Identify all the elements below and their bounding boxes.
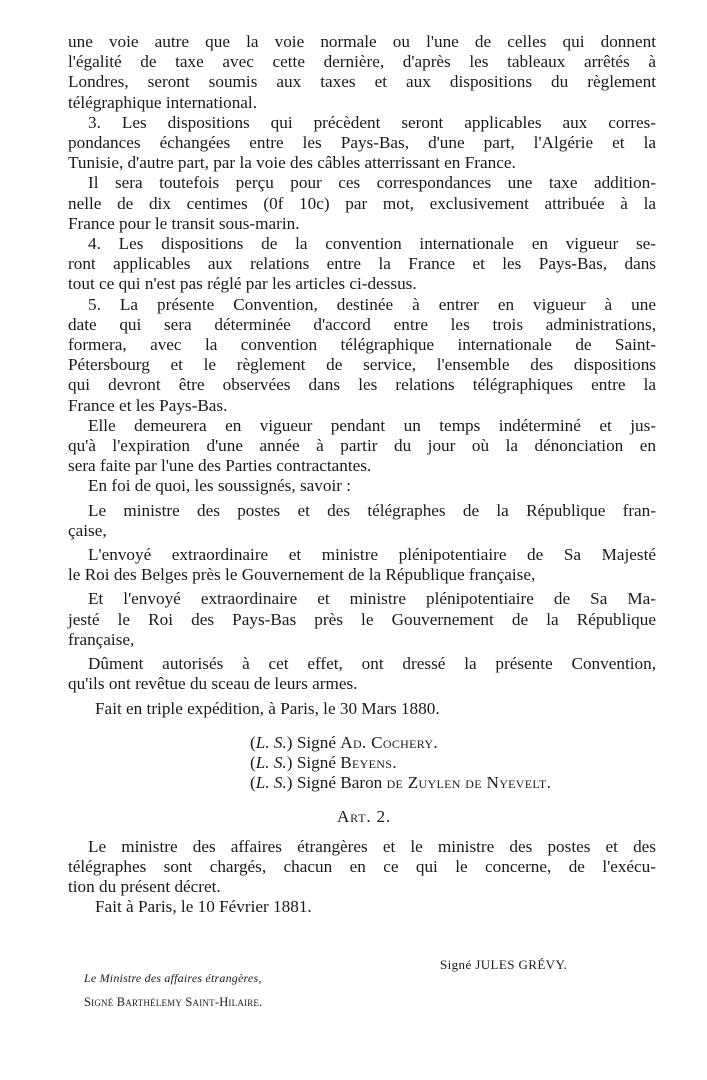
text-line: télégraphes sont chargés, chacun en ce qui le concerne, de l'exécu- bbox=[68, 856, 656, 876]
text-line: française, bbox=[68, 629, 135, 649]
text-line: France et les Pays-Bas. bbox=[68, 395, 228, 415]
text-line: 4. Les dispositions de la convention internationale en vigueur se- bbox=[88, 234, 656, 254]
text-line: tout ce qui n'est pas réglé par les articles ci-dessus. bbox=[68, 274, 417, 294]
text-line: nelle de dix centimes (0f 10c) par mot, exclusivement attribuée à la bbox=[68, 193, 656, 213]
text-line: qu'ils ont revêtue du sceau de leurs armes. bbox=[68, 674, 358, 694]
text-line: qu'à l'expiration d'une année à partir du jour où la dénonciation en bbox=[68, 436, 656, 456]
text-line: Il sera toutefois perçu pour ces correspondances une taxe addition- bbox=[88, 173, 656, 193]
minister-label: Le Ministre des affaires étrangères, bbox=[84, 971, 262, 985]
text-line: le Roi des Belges près le Gouvernement de la République française, bbox=[68, 565, 536, 585]
text-line: jesté le Roi des Pays-Bas près le Gouvernement de la République bbox=[68, 609, 656, 629]
text-line: Et l'envoyé extraordinaire et ministre plénipotentiaire de Sa Ma- bbox=[88, 589, 656, 609]
article-heading: Art. 2. bbox=[336, 807, 392, 827]
text-line: Elle demeurera en vigueur pendant un temps indéterminé et jus- bbox=[88, 415, 656, 435]
text-line: télégraphique international. bbox=[68, 92, 257, 112]
text-line: tion du présent décret. bbox=[68, 876, 221, 896]
text-line: 5. La présente Convention, destinée à entrer en vigueur à une bbox=[88, 294, 656, 314]
text-line: France pour le transit sous-marin. bbox=[68, 213, 300, 233]
text-line: Le ministre des affaires étrangères et le ministre des postes et des bbox=[88, 836, 656, 856]
text-line: Dûment autorisés à cet effet, ont dressé la présente Convention, bbox=[88, 654, 656, 674]
text-line: çaise, bbox=[68, 520, 107, 540]
signature-line: (L. S.) Signé Baron de Zuylen de Nyevelt. bbox=[250, 773, 552, 793]
decree-date: Fait à Paris, le 10 Février 1881. bbox=[95, 897, 312, 917]
signature-block bbox=[250, 733, 656, 794]
text-line: En foi de quoi, les soussignés, savoir : bbox=[88, 476, 352, 496]
text-line: une voie autre que la voie normale ou l'une de celles qui donnent bbox=[68, 32, 656, 51]
president-signature: Signé JULES GRÉVY. bbox=[440, 957, 568, 972]
text-line: Tunisie, d'autre part, par la voie des câbles atterrissant en France. bbox=[68, 153, 516, 173]
signing-date: Fait en triple expédition, à Paris, le 30 Mars 1880. bbox=[95, 698, 440, 718]
text-line: formera, avec la convention télégraphique internationale de Saint- bbox=[68, 335, 656, 355]
text-line: 3. Les dispositions qui précèdent seront applicables aux corres- bbox=[88, 112, 656, 132]
text-line: Le ministre des postes et des télégraphes de la République fran- bbox=[88, 500, 656, 520]
text-line: sera faite par l'une des Parties contractantes. bbox=[68, 456, 372, 476]
text-line: date qui sera déterminée d'accord entre les trois administrations, bbox=[68, 314, 656, 334]
text-line: Pétersbourg et le règlement de service, l'ensemble des dispositions bbox=[68, 355, 656, 375]
minister-signature: Signé Barthélemy Saint-Hilaire. bbox=[84, 995, 263, 1009]
text-line: pondances échangées entre les Pays-Bas, d'une part, l'Algérie et la bbox=[68, 133, 656, 153]
signature-line: (L. S.) Signé Ad. Cochery. bbox=[250, 732, 438, 752]
text-line: ront applicables aux relations entre la France et les Pays-Bas, dans bbox=[68, 254, 656, 274]
text-line: L'envoyé extraordinaire et ministre plénipotentiaire de Sa Majesté bbox=[88, 545, 656, 565]
text-line: l'égalité de taxe avec cette dernière, d'après les tableaux arrêtés à bbox=[68, 52, 656, 72]
text-line: Londres, seront soumis aux taxes et aux dispositions du règlement bbox=[68, 72, 656, 92]
signature-line: (L. S.) Signé Beyens. bbox=[250, 752, 397, 772]
document-body bbox=[68, 32, 656, 917]
text-line: qui devront être observées dans les relations télégraphiques entre la bbox=[68, 375, 656, 395]
